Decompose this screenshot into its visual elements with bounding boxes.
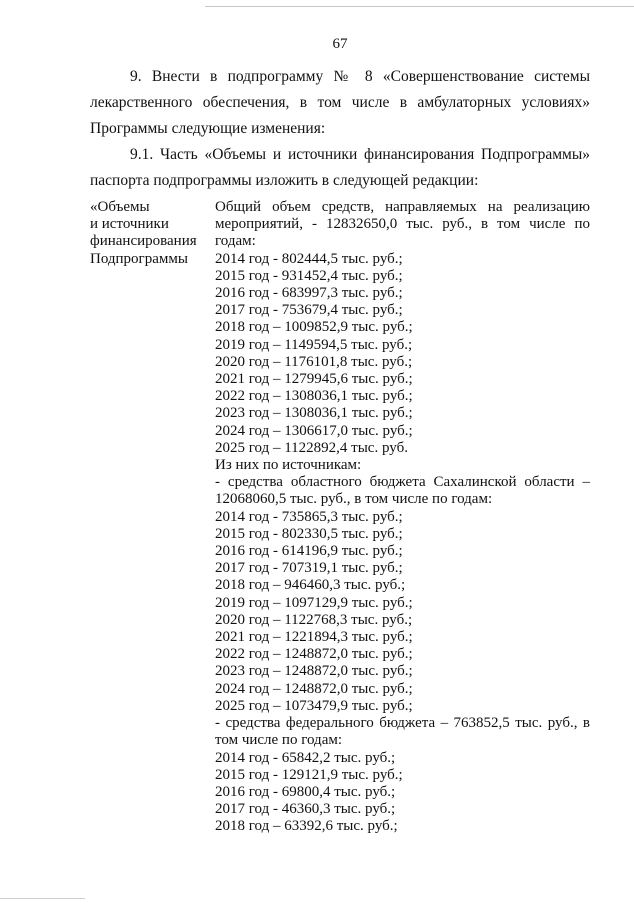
federal-year-line: 2017 год - 46360,3 тыс. руб.; xyxy=(215,801,396,818)
total-year-line: 2022 год – 1308036,1 тыс. руб.; xyxy=(215,388,413,405)
regional-year-line: 2021 год – 1221894,3 тыс. руб.; xyxy=(215,629,413,646)
total-year-line: 2023 год – 1308036,1 тыс. руб.; xyxy=(215,405,413,422)
label-line: «Объемы xyxy=(90,199,150,215)
regional-budget-intro: - средства областного бюджета Сахалинской области – 12068060,5 тыс. руб., в том числе по годам: xyxy=(215,474,590,508)
total-year-line: 2017 год - 753679,4 тыс. руб.; xyxy=(215,302,403,319)
scan-bottom-edge-line xyxy=(0,898,85,899)
federal-year-line: 2015 год - 129121,9 тыс. руб.; xyxy=(215,766,403,783)
regional-year-line: 2025 год – 1073479,9 тыс. руб.; xyxy=(215,697,413,714)
federal-year-line: 2014 год - 65842,2 тыс. руб.; xyxy=(215,749,396,766)
page-number: 67 xyxy=(332,36,348,52)
passport-section-label xyxy=(90,199,212,268)
total-year-line: 2025 год – 1122892,4 тыс. руб. xyxy=(215,439,408,456)
federal-year-line: 2016 год - 69800,4 тыс. руб.; xyxy=(215,783,396,800)
financing-details xyxy=(215,199,590,836)
total-year-line: 2016 год - 683997,3 тыс. руб.; xyxy=(215,285,403,302)
regional-year-line: 2017 год - 707319,1 тыс. руб.; xyxy=(215,560,403,577)
paragraph-amendment-9: 9. Внести в подпрограмму № 8 «Совершенствование системы лекарственного обеспечения, в том числе в амбулаторных условиях» Программы следующие изменения: xyxy=(90,68,590,137)
label-line: и источники xyxy=(90,216,169,233)
total-year-line: 2019 год – 1149594,5 тыс. руб.; xyxy=(215,336,413,353)
total-year-line: 2014 год - 802444,5 тыс. руб.; xyxy=(215,250,403,267)
sources-heading: Из них по источникам: xyxy=(215,457,362,474)
regional-year-line: 2014 год - 735865,3 тыс. руб.; xyxy=(215,508,403,525)
scan-top-edge-line xyxy=(205,6,634,7)
regional-year-line: 2016 год - 614196,9 тыс. руб.; xyxy=(215,543,403,560)
regional-year-line: 2022 год – 1248872,0 тыс. руб.; xyxy=(215,646,413,663)
total-year-line: 2015 год - 931452,4 тыс. руб.; xyxy=(215,267,403,284)
label-line: Подпрограммы xyxy=(90,250,188,267)
total-year-line: 2018 год – 1009852,9 тыс. руб.; xyxy=(215,319,413,336)
total-year-line: 2024 год – 1306617,0 тыс. руб.; xyxy=(215,422,413,439)
total-year-line: 2021 год – 1279945,6 тыс. руб.; xyxy=(215,371,413,388)
regional-year-line: 2020 год – 1122768,3 тыс. руб.; xyxy=(215,611,413,628)
regional-year-line: 2018 год – 946460,3 тыс. руб.; xyxy=(215,577,406,594)
paragraph-amendment-9-1: 9.1. Часть «Объемы и источники финансирования Подпрограммы» паспорта подпрограммы изложить в следующей редакции: xyxy=(90,146,590,189)
regional-year-line: 2015 год - 802330,5 тыс. руб.; xyxy=(215,525,403,542)
regional-year-line: 2024 год – 1248872,0 тыс. руб.; xyxy=(215,680,413,697)
federal-year-line: 2018 год – 63392,6 тыс. руб.; xyxy=(215,818,398,835)
regional-year-line: 2019 год – 1097129,9 тыс. руб.; xyxy=(215,594,413,611)
total-year-line: 2020 год – 1176101,8 тыс. руб.; xyxy=(215,353,413,370)
financing-intro: Общий объем средств, направляемых на реализацию мероприятий, - 12832650,0 тыс. руб., в том числе по годам: xyxy=(215,199,590,250)
federal-budget-intro: - средства федерального бюджета – 763852,5 тыс. руб., в том числе по годам: xyxy=(215,715,590,749)
regional-year-line: 2023 год – 1248872,0 тыс. руб.; xyxy=(215,663,413,680)
label-line: финансирования xyxy=(90,233,197,250)
